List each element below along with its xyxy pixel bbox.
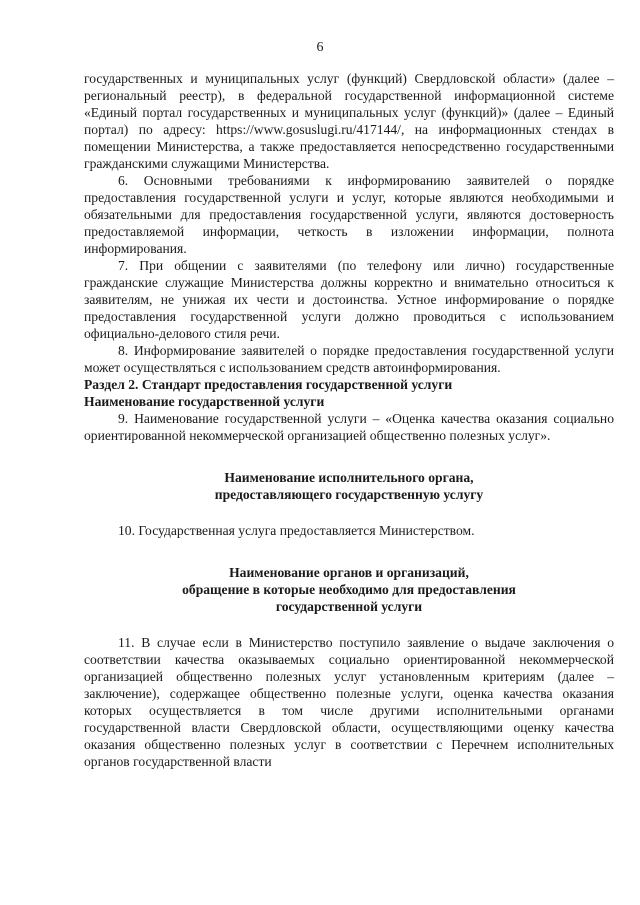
document-body: [84, 70, 614, 770]
section-2-heading: Раздел 2. Стандарт предоставления государственной услуги: [84, 377, 453, 392]
paragraph-continuation: государственных и муниципальных услуг (функций) Свердловской области» (далее – региональный реестр), в федеральной государственной информационной системе «Единый портал государственных и муниципальных услуг (функций)» (далее – Единый портал) по адресу: https://www.gosuslugi.ru/417144/, на информационных стендах в помещении Министерства, а также предоставляется непосредственно государственными гражданскими служащими Министерства.: [84, 71, 614, 171]
organs-heading-line-3: государственной услуги: [275, 599, 423, 614]
paragraph-9: 9. Наименование государственной услуги – «Оценка качества оказания социально ориентированной некоммерческой организацией общественно полезных услуг».: [84, 411, 614, 443]
paragraph-11: 11. В случае если в Министерство поступило заявление о выдаче заключения о соответствии качества оказываемых социально ориентированной некоммерческой организацией общественно полезных услуг установленным критериям (далее – заключение), содержащее общественно полезные услуги, оценка качества оказания которых осуществляется в том числе другими исполнительными органами государственной власти Свердловской области, осуществляющими оценку качества оказания общественно полезных услуг в соответствии с Перечнем исполнительных органов государственной власти: [84, 635, 614, 769]
executive-body-heading-line-2: предоставляющего государственную услугу: [214, 487, 484, 502]
service-name-heading: Наименование государственной услуги: [84, 394, 325, 409]
page-number: 6: [316, 40, 324, 55]
paragraph-10: 10. Государственная услуга предоставляется Министерством.: [118, 523, 475, 538]
paragraph-8: 8. Информирование заявителей о порядке предоставления государственной услуги может осуществляться с использованием средств автоинформирования.: [84, 343, 614, 375]
paragraph-6: 6. Основными требованиями к информированию заявителей о порядке предоставления государственной услуги и услуг, которые являются необходимыми и обязательными для предоставления государственной услуги, являются достоверность предоставляемой информации, четкость в изложении информации, полнота информирования.: [84, 173, 614, 256]
organs-heading-line-1: Наименование органов и организаций,: [229, 565, 469, 580]
organs-heading: [84, 564, 614, 615]
organs-heading-line-2: обращение в которые необходимо для предоставления: [182, 582, 516, 597]
executive-body-heading: [84, 469, 614, 503]
paragraph-7: 7. При общении с заявителями (по телефону или лично) государственные гражданские служащие Министерства должны корректно и внимательно относиться к заявителям, не унижая их чести и достоинства. Устное информирование о порядке предоставления государственной услуги должно проводиться с использованием официально-делового стиля речи.: [84, 258, 614, 341]
executive-body-heading-line-1: Наименование исполнительного органа,: [224, 470, 474, 485]
